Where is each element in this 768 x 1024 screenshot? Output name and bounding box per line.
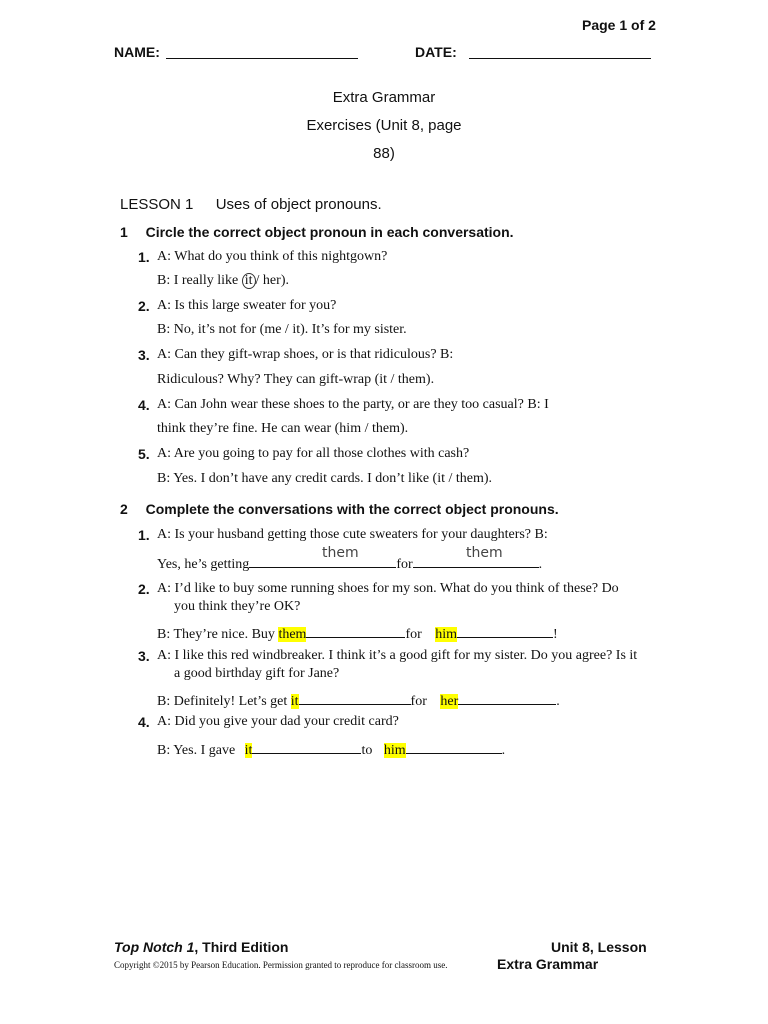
book-title-italic: Top Notch 1 xyxy=(114,939,195,955)
item-number: 1. xyxy=(138,249,150,265)
name-field[interactable] xyxy=(166,58,358,59)
answer-line xyxy=(157,623,558,643)
question-line: A: What do you think of this nightgown? xyxy=(157,249,388,264)
item-number: 2. xyxy=(138,581,150,597)
title-line-2: Exercises (Unit 8, page xyxy=(306,117,462,134)
exercise-number: 1 xyxy=(120,224,128,240)
item-number: 4. xyxy=(138,397,150,413)
exercise-number: 2 xyxy=(120,501,128,517)
blank-1[interactable] xyxy=(299,690,411,705)
blank-1[interactable] xyxy=(252,739,361,754)
date-label: DATE: xyxy=(415,44,457,60)
circled-answer[interactable]: it xyxy=(242,273,256,289)
date-field[interactable] xyxy=(469,58,651,59)
question-line: A: Are you going to pay for all those clothes with cash? xyxy=(157,446,470,461)
answer-text: B: Definitely! Let’s get xyxy=(157,694,291,709)
answer-text: . xyxy=(538,557,543,572)
answer-text: to xyxy=(361,743,376,758)
question-line: you think they’re OK? xyxy=(174,599,301,614)
answer-text: for xyxy=(396,557,413,572)
item-number: 2. xyxy=(138,298,150,314)
question-line: a good birthday gift for Jane? xyxy=(174,666,340,681)
exercise-2-instruction xyxy=(120,501,559,517)
question-line: A: I’d like to buy some running shoes for my son. What do you think of these? Do xyxy=(157,581,619,596)
item-number: 3. xyxy=(138,648,150,664)
answer-line: think they’re fine. He can wear (him / them). xyxy=(157,421,409,436)
highlighted-answer[interactable]: her xyxy=(440,694,459,709)
answer-text: . xyxy=(556,694,560,709)
instruction-text: Complete the conversations with the correct object pronouns. xyxy=(145,501,559,517)
answer-text: / her). xyxy=(255,273,289,288)
question-line: A: Is this large sweater for you? xyxy=(157,298,337,313)
name-label: NAME: xyxy=(114,44,160,60)
answer-text: ! xyxy=(553,627,558,642)
blank-2[interactable] xyxy=(458,690,556,705)
answer-text: B: I really like xyxy=(157,273,242,288)
title-line-3: 88) xyxy=(373,145,395,162)
blank-2[interactable] xyxy=(457,623,553,638)
question-line: A: I like this red windbreaker. I think it’s a good gift for my sister. Do you agree? Is it xyxy=(157,648,638,663)
footer-book-title xyxy=(114,939,288,955)
highlighted-answer[interactable]: him xyxy=(435,627,458,642)
highlighted-answer[interactable]: it xyxy=(244,743,253,758)
answer-text: B: Yes. I gave xyxy=(157,743,239,758)
blank-2[interactable] xyxy=(406,739,502,754)
answer-text: . xyxy=(501,743,506,758)
footer-section: Extra Grammar xyxy=(497,956,599,972)
question-line: A: Can John wear these shoes to the party, or are they too casual? B: I xyxy=(157,397,549,412)
highlighted-answer[interactable]: him xyxy=(383,743,406,758)
exercise-1-instruction xyxy=(120,224,514,240)
item-number: 5. xyxy=(138,446,150,462)
book-edition: , Third Edition xyxy=(194,939,289,955)
answer-line xyxy=(157,690,560,710)
instruction-text: Circle the correct object pronoun in each conversation. xyxy=(145,224,514,240)
title-line-1: Extra Grammar xyxy=(332,89,436,106)
handwritten-answer: them xyxy=(466,545,503,561)
answer-text: B: They’re nice. Buy xyxy=(157,627,279,642)
answer-line: Ridiculous? Why? They can gift-wrap (it / them). xyxy=(157,372,435,387)
highlighted-answer[interactable]: them xyxy=(278,627,307,642)
footer-copyright: Copyright ©2015 by Pearson Education. Permission granted to reproduce for classroom use. xyxy=(114,960,448,970)
answer-text: Yes, he’s getting xyxy=(157,557,250,572)
handwritten-answer: them xyxy=(322,545,359,561)
answer-line xyxy=(157,273,289,289)
answer-text: for xyxy=(405,627,426,642)
lesson-label: LESSON 1 xyxy=(120,196,194,213)
blank-1[interactable] xyxy=(306,623,405,638)
highlighted-answer[interactable]: it xyxy=(290,694,299,709)
answer-line: B: No, it’s not for (me / it). It’s for my sister. xyxy=(157,322,407,337)
answer-line: B: Yes. I don’t have any credit cards. I don’t like (it / them). xyxy=(157,471,493,486)
footer-unit: Unit 8, Lesson xyxy=(551,939,647,955)
answer-line xyxy=(157,739,505,759)
item-number: 1. xyxy=(138,527,150,543)
question-line: A: Did you give your dad your credit card? xyxy=(157,714,399,729)
question-line: A: Can they gift-wrap shoes, or is that ridiculous? B: xyxy=(157,347,454,362)
item-number: 3. xyxy=(138,347,150,363)
answer-text: for xyxy=(410,694,431,709)
lesson-heading xyxy=(120,196,382,213)
item-number: 4. xyxy=(138,714,150,730)
lesson-topic: Uses of object pronouns. xyxy=(215,196,382,213)
page-indicator: Page 1 of 2 xyxy=(582,17,656,33)
question-line: A: Is your husband getting those cute sweaters for your daughters? B: xyxy=(157,527,548,542)
